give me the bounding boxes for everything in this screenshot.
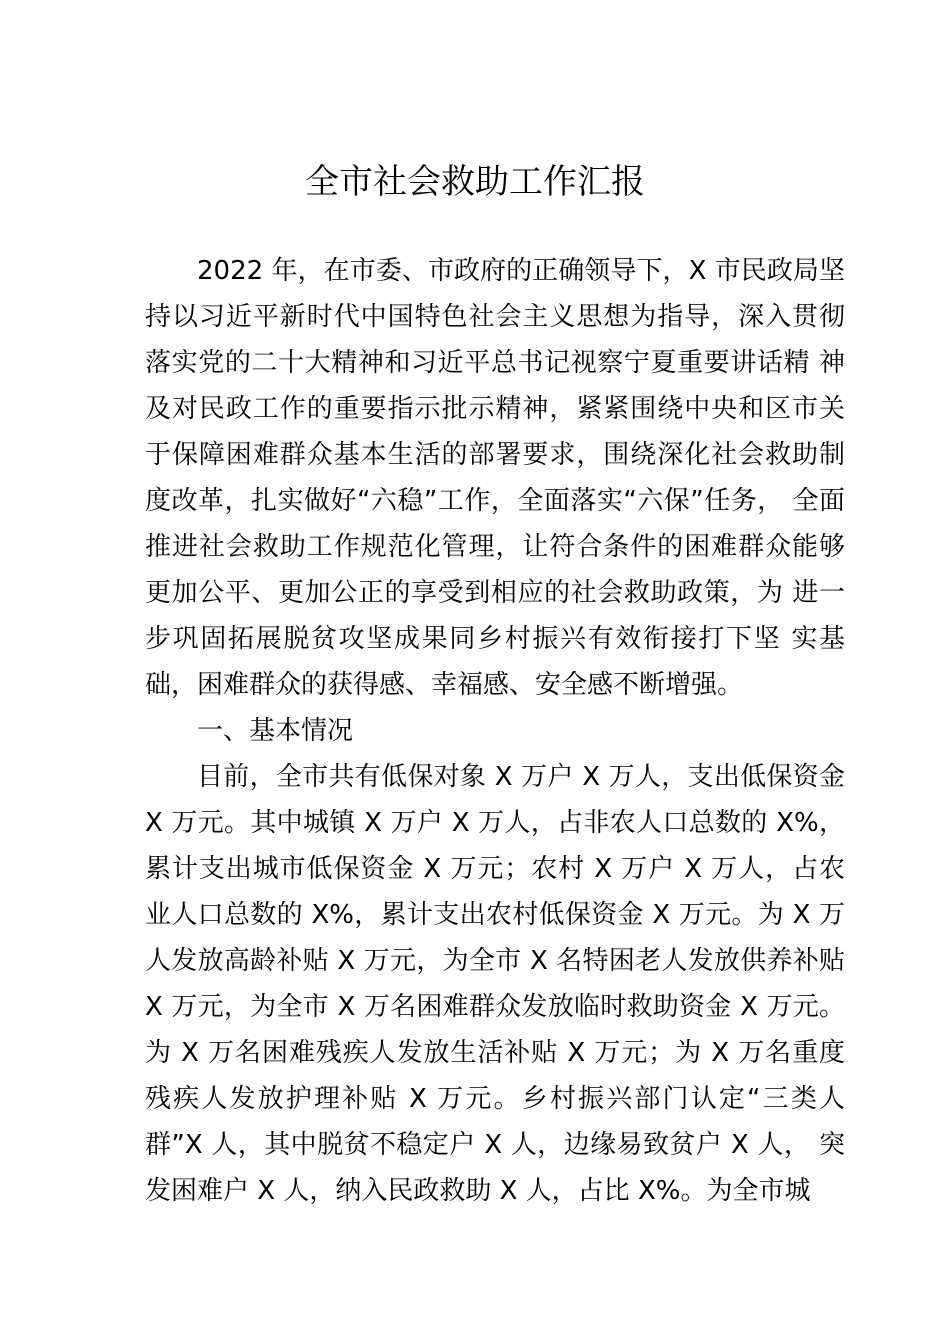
basic-situation-paragraph: 目前，全市共有低保对象 X 万户 X 万人，支出低保资金 X 万元。其中城镇 X 万户 X 万人，占非农人口总数的 X%， 累计支出城市低保资金 X 万元；农村 X 万户 X 万人，占农业人口总数的 X%，累计支出农村低保资金 X 万元。为 X 万人发放高龄补贴 X 万元，为全市 X 名特困老人发放供养补贴 X 万元，为全市 X 万名困难群众发放临时救助资金 X 万元。为 X 万名困难残疾人发放生活补贴 X 万元；为 X 万名重度残疾人发放护理补贴 X 万元。乡村振兴部门认定“三类人群”X 人，其中脱贫不稳定户 X 人，边缘易致贫户 X 人， 突发困难户 X 人，纳入民政救助 X 人，占比 X%。为全市城 bbox=[145, 762, 845, 1206]
document-title: 全市社会救助工作汇报 bbox=[305, 162, 645, 202]
document-body bbox=[145, 248, 845, 1214]
section-heading-basic-situation: 一、基本情况 bbox=[197, 716, 354, 746]
intro-paragraph: 2022 年，在市委、市政府的正确领导下，X 市民政局坚持以习近平新时代中国特色社会主义思想为指导，深入贯彻落实党的二十大精神和习近平总书记视察宁夏重要讲话精 神及对民政工作的重要指示批示精神，紧紧围绕中央和区市关于保障困难群众基本生活的部署要求，围绕深化社会救助制度改革，扎实做好“六稳”工作，全面落实“六保”任务， 全面推进社会救助工作规范化管理，让符合条件的困难群众能够更加公平、更加公正的享受到相应的社会救助政策，为 进一步巩固拓展脱贫攻坚成果同乡村振兴有效衔接打下坚 实基础，困难群众的获得感、幸福感、安全感不断增强。 bbox=[145, 256, 845, 700]
